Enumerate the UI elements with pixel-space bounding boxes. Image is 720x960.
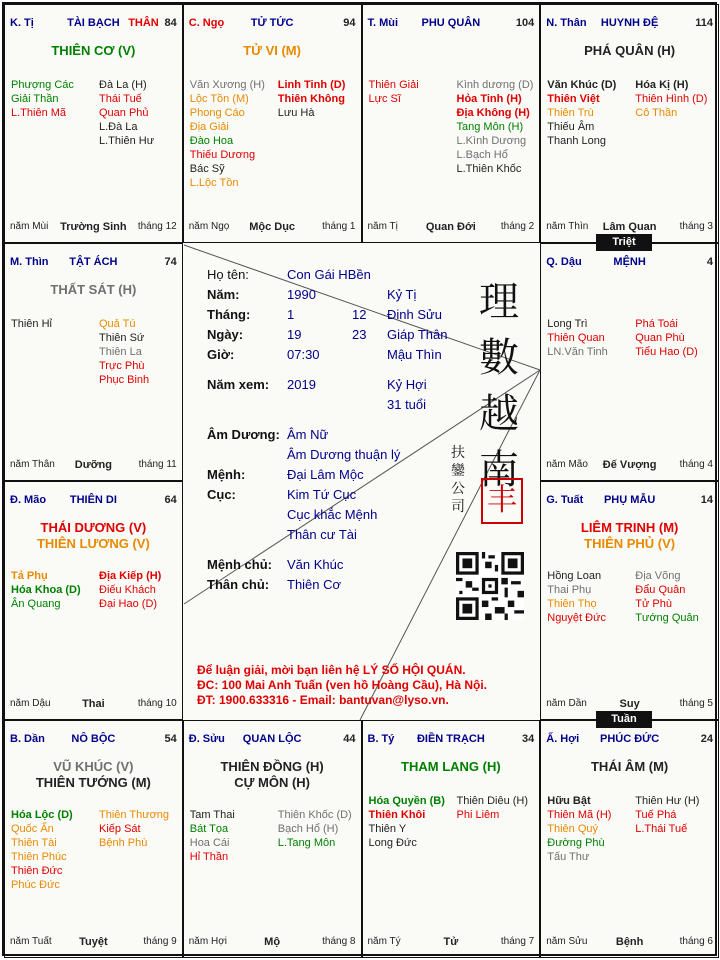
footer-stage: Trường Sinh bbox=[60, 220, 127, 233]
minor-star: Hóa Quyền (B) bbox=[368, 794, 445, 807]
minor-star: Linh Tinh (D) bbox=[277, 79, 346, 91]
footer-month: tháng 9 bbox=[143, 936, 177, 947]
palace-number: 54 bbox=[164, 732, 177, 745]
footer-month: tháng 3 bbox=[679, 220, 713, 232]
minor-star: L.Bạch Hổ bbox=[456, 149, 508, 161]
destiny-value: Đại Lâm Mộc bbox=[287, 467, 364, 482]
palace-branch: B. Tý bbox=[367, 732, 395, 745]
footer-month: tháng 1 bbox=[322, 220, 356, 232]
palace-name: NÔ BỘC bbox=[71, 732, 116, 745]
minor-star: Hóa Kị (H) bbox=[635, 79, 689, 91]
minor-star: Quan Phủ bbox=[99, 107, 149, 119]
view-year-label: Năm xem: bbox=[207, 377, 270, 392]
tuan-badge: Tuần bbox=[596, 711, 652, 728]
palace-number: 4 bbox=[706, 255, 713, 268]
than-chu-value: Thiên Cơ bbox=[287, 577, 342, 592]
footer-month: tháng 10 bbox=[137, 697, 177, 709]
month-solar: 12 bbox=[352, 307, 367, 322]
main-star: THÁI ÂM (M) bbox=[590, 758, 669, 774]
view-year-can-chi: Kỷ Hợi bbox=[387, 377, 427, 392]
palace-name: TÀI BẠCH bbox=[67, 17, 120, 29]
minor-star: Tử Phù bbox=[635, 598, 672, 610]
logo-sub-char: 司 bbox=[451, 499, 465, 515]
footer-year: năm Hợi bbox=[188, 936, 227, 947]
footer-stage: Mộc Dục bbox=[249, 220, 296, 233]
ly-so-viet-nam-logo bbox=[469, 274, 529, 498]
minor-star: Thiếu Âm bbox=[547, 121, 595, 133]
minor-star: Hỉ Thần bbox=[189, 850, 229, 863]
footer-year: năm Sửu bbox=[546, 936, 588, 947]
palace-name: TỬ TỨC bbox=[250, 17, 294, 29]
name-value: Con Gái HBền bbox=[287, 267, 371, 282]
palace-branch: T. Mùi bbox=[367, 17, 399, 29]
palace-number: 64 bbox=[164, 494, 177, 506]
minor-star: Thiên Không bbox=[277, 93, 345, 105]
contact-address: ĐC: 100 Mai Anh Tuấn (ven hồ Hoàng Cầu), Hà Nội. bbox=[197, 678, 488, 692]
palace-branch: B. Dần bbox=[10, 732, 45, 745]
minor-star: Bác Sỹ bbox=[189, 163, 225, 175]
minor-star: Địa Giải bbox=[189, 121, 229, 133]
palace-name: HUYNH ĐỆ bbox=[600, 17, 659, 29]
palace-branch: G. Tuất bbox=[546, 494, 584, 506]
minor-star: Giải Thần bbox=[11, 93, 59, 105]
minor-star: L.Thiên Mã bbox=[11, 107, 67, 119]
footer-stage: Tuyệt bbox=[79, 936, 108, 948]
footer-stage: Suy bbox=[619, 697, 640, 710]
footer-stage: Quan Đới bbox=[425, 220, 476, 233]
minor-star: Thiên Trù bbox=[547, 107, 594, 119]
day-value: 19 bbox=[287, 327, 302, 342]
minor-star: Thiên Hình (D) bbox=[635, 93, 708, 105]
minor-star: Thiên Tài bbox=[11, 836, 57, 849]
minor-star: Hóa Lộc (D) bbox=[11, 808, 73, 821]
palace-name: PHU QUÂN bbox=[421, 17, 481, 29]
main-star: CỰ MÔN (H) bbox=[234, 774, 311, 790]
palace-number: 74 bbox=[164, 255, 177, 268]
minor-star: Thiên Hư (H) bbox=[635, 794, 700, 807]
palace-branch: Q. Dậu bbox=[546, 255, 582, 268]
footer-stage: Lâm Quan bbox=[602, 220, 657, 233]
main-star: LIÊM TRINH (M) bbox=[580, 520, 679, 535]
footer-year: năm Thân bbox=[10, 459, 55, 470]
minor-star: Thiên Y bbox=[368, 822, 407, 835]
minor-star: L.Thái Tuế bbox=[635, 822, 688, 835]
minor-star: Hữu Bật bbox=[547, 794, 591, 807]
palace-name: MỆNH bbox=[613, 255, 646, 268]
footer-stage: Thai bbox=[82, 697, 105, 710]
logo-char: 南 bbox=[479, 447, 519, 493]
contact-phone-email[interactable]: ĐT: 1900.633316 - Email: bantuvan@lyso.vn. bbox=[197, 693, 449, 707]
minor-star: Thái Tuế bbox=[99, 93, 142, 105]
main-star: VŨ KHÚC (V) bbox=[53, 758, 134, 774]
year-value: 1990 bbox=[287, 287, 316, 302]
minor-star: Đẩu Quân bbox=[635, 584, 686, 596]
minor-star: Quốc Ấn bbox=[11, 822, 54, 835]
footer-year: năm Mão bbox=[546, 459, 588, 470]
footer-stage: Đế Vượng bbox=[602, 459, 657, 471]
minor-star: Ân Quang bbox=[11, 598, 61, 610]
minor-star: Phi Liêm bbox=[456, 808, 500, 821]
minor-star: L.Thiên Hư bbox=[99, 135, 155, 147]
palace-number: 104 bbox=[515, 17, 535, 29]
main-star: THIÊN CƠ (V) bbox=[51, 43, 136, 58]
footer-stage: Bệnh bbox=[615, 936, 644, 948]
footer-month: tháng 6 bbox=[679, 936, 713, 947]
minor-star: Thiếu Dương bbox=[189, 149, 256, 161]
minor-star: Nguyệt Đức bbox=[547, 612, 606, 624]
logo-char: 數 bbox=[479, 335, 519, 381]
palace-branch: Ấ. Hợi bbox=[546, 732, 580, 745]
footer-year: năm Thìn bbox=[546, 220, 589, 232]
than-chu-label: Thân chủ: bbox=[207, 577, 270, 592]
hour-label: Giờ: bbox=[207, 347, 235, 362]
hour-value: 07:30 bbox=[287, 347, 320, 362]
minor-star: Đào Hoa bbox=[189, 135, 234, 147]
minor-star: Tả Phụ bbox=[11, 570, 48, 582]
minor-star: Hóa Khoa (D) bbox=[11, 584, 81, 596]
footer-month: tháng 2 bbox=[500, 220, 535, 232]
minor-star: LN.Văn Tinh bbox=[547, 345, 608, 358]
palace-number: 114 bbox=[695, 17, 713, 29]
minor-star: Tiểu Hao (D) bbox=[635, 345, 698, 358]
minor-star: Tuế Phá bbox=[635, 808, 677, 821]
palace-name: PHỤ MẪU bbox=[603, 494, 656, 506]
minor-star: Thiên La bbox=[99, 345, 142, 358]
main-star: THÁI DƯƠNG (V) bbox=[40, 520, 147, 535]
minor-star: Bát Tọa bbox=[189, 822, 229, 835]
minor-star: Phượng Các bbox=[11, 79, 74, 91]
footer-month: tháng 5 bbox=[679, 697, 713, 709]
palace-number: 84 bbox=[164, 17, 177, 29]
main-star: THAM LANG (H) bbox=[401, 758, 501, 774]
main-star: PHÁ QUÂN (H) bbox=[584, 43, 676, 58]
main-star: THIÊN PHỦ (V) bbox=[584, 536, 676, 551]
minor-star: Phong Cáo bbox=[189, 107, 245, 119]
footer-year: năm Tị bbox=[367, 220, 398, 232]
minor-star: Thiên Mã (H) bbox=[547, 808, 612, 821]
cuc-label: Cục: bbox=[207, 487, 236, 502]
yin-yang-label: Âm Dương: bbox=[207, 427, 280, 442]
minor-star: Tướng Quân bbox=[635, 612, 699, 624]
minor-star: Hỏa Tinh (H) bbox=[456, 93, 522, 105]
palace-name: THIÊN DI bbox=[69, 494, 117, 506]
logo-sub-char: 扶 bbox=[451, 445, 465, 461]
destiny-label: Mệnh: bbox=[207, 467, 246, 482]
main-star: THIÊN TƯỚNG (M) bbox=[35, 774, 151, 790]
main-star: THIÊN ĐỒNG (H) bbox=[220, 758, 324, 774]
palace-number: 44 bbox=[343, 732, 356, 745]
minor-star: Thiên Quan bbox=[547, 331, 605, 344]
palace-number: 24 bbox=[700, 732, 713, 745]
hour-can-chi: Mậu Thìn bbox=[387, 347, 442, 362]
than-marker: THÂN bbox=[128, 17, 159, 29]
minor-star: Tấu Thư bbox=[547, 850, 590, 863]
footer-stage: Mộ bbox=[264, 936, 281, 948]
minor-star: Phục Binh bbox=[99, 373, 150, 386]
minor-star: Quan Phù bbox=[635, 331, 685, 344]
main-star: THẤT SÁT (H) bbox=[50, 281, 137, 297]
footer-month: tháng 8 bbox=[322, 936, 356, 947]
minor-star: Thiên Khôi bbox=[368, 808, 426, 821]
main-star: THIÊN LƯƠNG (V) bbox=[36, 536, 150, 551]
minor-star: Hồng Loan bbox=[547, 570, 602, 582]
logo-sub-char: 鑾 bbox=[451, 463, 465, 479]
minor-star: Trực Phù bbox=[99, 359, 145, 372]
month-value: 1 bbox=[287, 307, 295, 322]
menh-chu-value: Văn Khúc bbox=[287, 557, 344, 572]
qr-code-icon[interactable] bbox=[456, 552, 524, 620]
minor-star: Lưu Hà bbox=[277, 107, 315, 119]
main-star: TỬ VI (M) bbox=[243, 43, 301, 58]
minor-star: Đại Hao (D) bbox=[99, 598, 158, 610]
footer-year: năm Tý bbox=[367, 936, 401, 947]
palace-name: ĐIỀN TRẠCH bbox=[416, 732, 485, 745]
footer-month: tháng 11 bbox=[138, 459, 177, 470]
yin-yang-note: Âm Dương thuận lý bbox=[287, 447, 401, 462]
minor-star: Thiên Việt bbox=[547, 93, 600, 105]
than-note: Thân cư Tài bbox=[287, 527, 357, 542]
footer-month: tháng 4 bbox=[679, 459, 713, 470]
footer-year: năm Ngọ bbox=[188, 220, 230, 232]
year-can-chi: Kỷ Tị bbox=[387, 287, 417, 302]
year-label: Năm: bbox=[207, 287, 240, 302]
minor-star: Phúc Đức bbox=[11, 878, 60, 891]
minor-star: Tang Môn (H) bbox=[456, 121, 524, 133]
palace-name: QUAN LỘC bbox=[242, 732, 302, 745]
palace-branch: K. Tị bbox=[10, 17, 34, 29]
contact-info bbox=[197, 663, 537, 708]
footer-year: năm Dần bbox=[546, 697, 587, 709]
minor-star: Thiên Sứ bbox=[99, 331, 145, 344]
footer-stage: Dưỡng bbox=[74, 459, 112, 471]
minor-star: L.Tang Môn bbox=[277, 836, 336, 849]
palace-number: 94 bbox=[343, 17, 356, 29]
minor-star: Điếu Khách bbox=[99, 584, 156, 596]
month-can-chi: Đinh Sửu bbox=[387, 307, 442, 322]
view-year-value: 2019 bbox=[287, 377, 316, 392]
cuc-value: Kim Tứ Cục bbox=[287, 487, 357, 502]
minor-star: Địa Võng bbox=[635, 570, 681, 582]
logo-char: 越 bbox=[479, 391, 519, 437]
logo-char: 理 bbox=[479, 279, 519, 325]
minor-star: Thai Phụ bbox=[547, 584, 592, 596]
minor-star: L.Lộc Tồn bbox=[189, 177, 239, 189]
minor-star: Tam Thai bbox=[189, 808, 235, 821]
minor-star: Thiên Khốc (D) bbox=[277, 808, 352, 821]
tu-vi-chart bbox=[2, 2, 717, 956]
minor-star: Thiên Giải bbox=[368, 79, 419, 91]
minor-star: L.Thiên Khốc bbox=[456, 163, 522, 175]
minor-star: Lực Sĩ bbox=[368, 93, 401, 105]
minor-star: Thiên Phúc bbox=[11, 850, 67, 863]
logo-subtitle bbox=[451, 444, 471, 516]
palace-branch: M. Thìn bbox=[10, 255, 49, 268]
palace-branch: Đ. Sửu bbox=[188, 732, 225, 745]
minor-star: L.Đà La bbox=[99, 121, 138, 133]
minor-star: Phá Toái bbox=[635, 317, 678, 330]
palace-name: TẬT ÁCH bbox=[69, 255, 118, 268]
minor-star: Thiên Thương bbox=[99, 808, 170, 821]
minor-star: Đường Phù bbox=[547, 836, 605, 849]
logo-sub-char: 公 bbox=[451, 481, 465, 497]
month-label: Tháng: bbox=[207, 307, 251, 322]
minor-star: Cô Thần bbox=[635, 107, 678, 119]
minor-star: Địa Kiếp (H) bbox=[99, 570, 162, 582]
yin-yang-value: Âm Nữ bbox=[287, 427, 329, 442]
minor-star: Kình dương (D) bbox=[456, 79, 534, 91]
minor-star: Long Đức bbox=[368, 836, 417, 849]
age-value: 31 tuổi bbox=[387, 397, 427, 412]
minor-star: Thiên Quý bbox=[547, 822, 598, 835]
footer-year: năm Mùi bbox=[10, 220, 49, 232]
minor-star: Văn Xương (H) bbox=[189, 79, 265, 91]
day-solar: 23 bbox=[352, 327, 367, 342]
palace-number: 14 bbox=[700, 494, 713, 506]
footer-year: năm Dậu bbox=[10, 697, 51, 709]
minor-star: Long Trì bbox=[547, 317, 588, 330]
footer-month: tháng 7 bbox=[500, 936, 535, 947]
name-label: Họ tên: bbox=[207, 267, 249, 282]
contact-line: Để luận giải, mời bạn liên hệ LÝ SỐ HỘI QUÁN. bbox=[197, 663, 466, 677]
minor-star: Văn Khúc (D) bbox=[547, 79, 617, 91]
minor-star: Đà La (H) bbox=[99, 79, 147, 91]
palace-branch: N. Thân bbox=[546, 17, 587, 29]
red-seal-icon: 丰 bbox=[481, 478, 523, 524]
minor-star: Lộc Tồn (M) bbox=[189, 93, 249, 105]
palace-branch: Đ. Mão bbox=[10, 494, 47, 506]
minor-star: Kiếp Sát bbox=[99, 822, 141, 835]
minor-star: Địa Không (H) bbox=[456, 107, 530, 119]
day-label: Ngày: bbox=[207, 327, 244, 342]
palace-number: 34 bbox=[522, 732, 535, 745]
minor-star: Thiên Đức bbox=[11, 864, 63, 877]
minor-star: L.Kình Dương bbox=[456, 135, 527, 147]
triet-badge: Triệt bbox=[596, 234, 652, 251]
minor-star: Quả Tú bbox=[99, 317, 136, 330]
footer-month: tháng 12 bbox=[137, 220, 177, 232]
footer-stage: Tử bbox=[443, 936, 459, 948]
palace-branch: C. Ngọ bbox=[188, 17, 225, 29]
menh-chu-label: Mệnh chủ: bbox=[207, 557, 272, 572]
day-can-chi: Giáp Thân bbox=[387, 327, 448, 342]
minor-star: Thiên Thọ bbox=[547, 598, 597, 610]
minor-star: Bạch Hổ (H) bbox=[277, 822, 339, 835]
minor-star: Bệnh Phù bbox=[99, 836, 148, 849]
cuc-note: Cục khắc Mệnh bbox=[287, 507, 378, 522]
minor-star: Thiên Diêu (H) bbox=[456, 794, 529, 807]
minor-star: Thanh Long bbox=[547, 135, 606, 147]
minor-star: Hoa Cái bbox=[189, 836, 230, 849]
footer-year: năm Tuất bbox=[10, 936, 52, 947]
minor-star: Thiên Hỉ bbox=[11, 317, 52, 330]
palace-name: PHÚC ĐỨC bbox=[600, 732, 660, 745]
